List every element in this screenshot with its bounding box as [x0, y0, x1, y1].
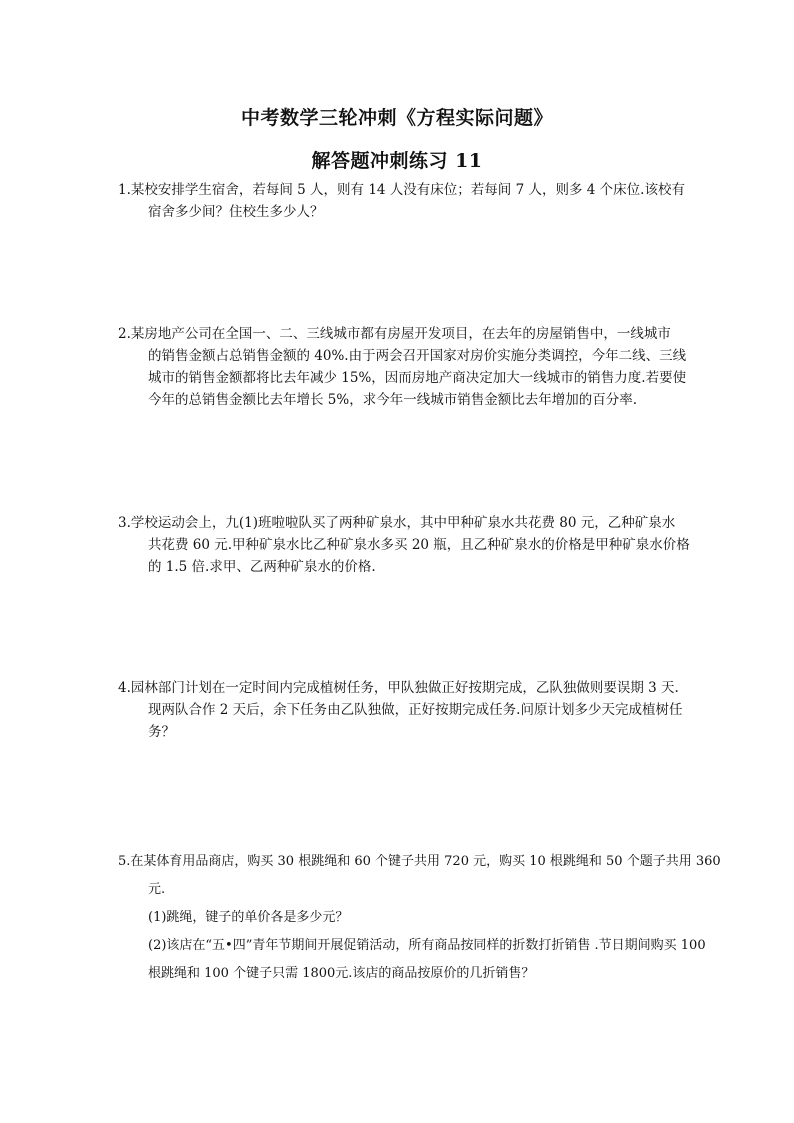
- page-title: 中考数学三轮冲刺《方程实际问题》: [240, 107, 553, 129]
- question-2: [118, 323, 708, 411]
- question-2-line-2: 的销售金额占总销售金额的 40%.由于两会召开国家对房价实施分类调控，今年二线、三线: [148, 348, 687, 364]
- question-3-line-3: 的 1.5 倍.求甲、乙两种矿泉水的价格.: [148, 559, 376, 575]
- question-2-line-1: 2.某房地产公司在全国一、二、三线城市都有房屋开发项目，在去年的房屋销售中，一线城市: [118, 326, 671, 342]
- question-4-line-2: 现两队合作 2 天后，余下任务由乙队独做，正好按期完成任务.问原计划多少天完成植树任: [148, 702, 683, 718]
- question-1-line-2: 宿舍多少间？住校生多少人？: [148, 204, 324, 220]
- question-5-part-1: (1)跳绳，键子的单价各是多少元？: [148, 910, 349, 925]
- page-subtitle: 解答题冲刺练习 11: [311, 150, 483, 172]
- question-1-line-1: 1.某校安排学生宿舍，若每间 5 人，则有 14 人没有床位；若每间 7 人，则多 4 个床位.该校有: [118, 182, 685, 198]
- question-3: [118, 512, 708, 578]
- question-2-line-3: 城市的销售金额都将比去年减少 15%，因而房地产商决定加大一线城市的销售力度.若要使: [148, 370, 687, 386]
- question-5-line-1: 5.在某体育用品商店，购买 30 根跳绳和 60 个键子共用 720 元，购买 10 根跳绳和 50 个题子共用 360: [118, 854, 721, 869]
- question-3-line-1: 3.学校运动会上，九(1)班啦啦队买了两种矿泉水，其中甲种矿泉水共花费 80 元，乙种矿泉水: [118, 515, 676, 531]
- question-5-line-2: 元.: [148, 882, 166, 897]
- question-1: [118, 179, 708, 223]
- question-5-part-2: (2)该店在“五•四”青年节期间开展促销活动，所有商品按同样的折数打折销售 .节日期间购买 100: [148, 938, 706, 953]
- question-4-line-1: 4.园林部门计划在一定时间内完成植树任务，甲队独做正好按期完成，乙队独做则要误期 3 天.: [118, 680, 679, 696]
- question-4-line-3: 务？: [148, 724, 175, 740]
- question-5: [118, 848, 721, 988]
- question-5-part-2-cont: 根跳绳和 100 个键子只需 1800元.该店的商品按原价的几折销售？: [148, 966, 535, 981]
- question-4: [118, 677, 708, 743]
- question-3-line-2: 共花费 60 元.甲种矿泉水比乙种矿泉水多买 20 瓶，且乙种矿泉水的价格是甲种矿泉水价格: [148, 537, 690, 553]
- question-2-line-4: 今年的总销售金额比去年增长 5%，求今年一线城市销售金额比去年增加的百分率.: [148, 392, 637, 408]
